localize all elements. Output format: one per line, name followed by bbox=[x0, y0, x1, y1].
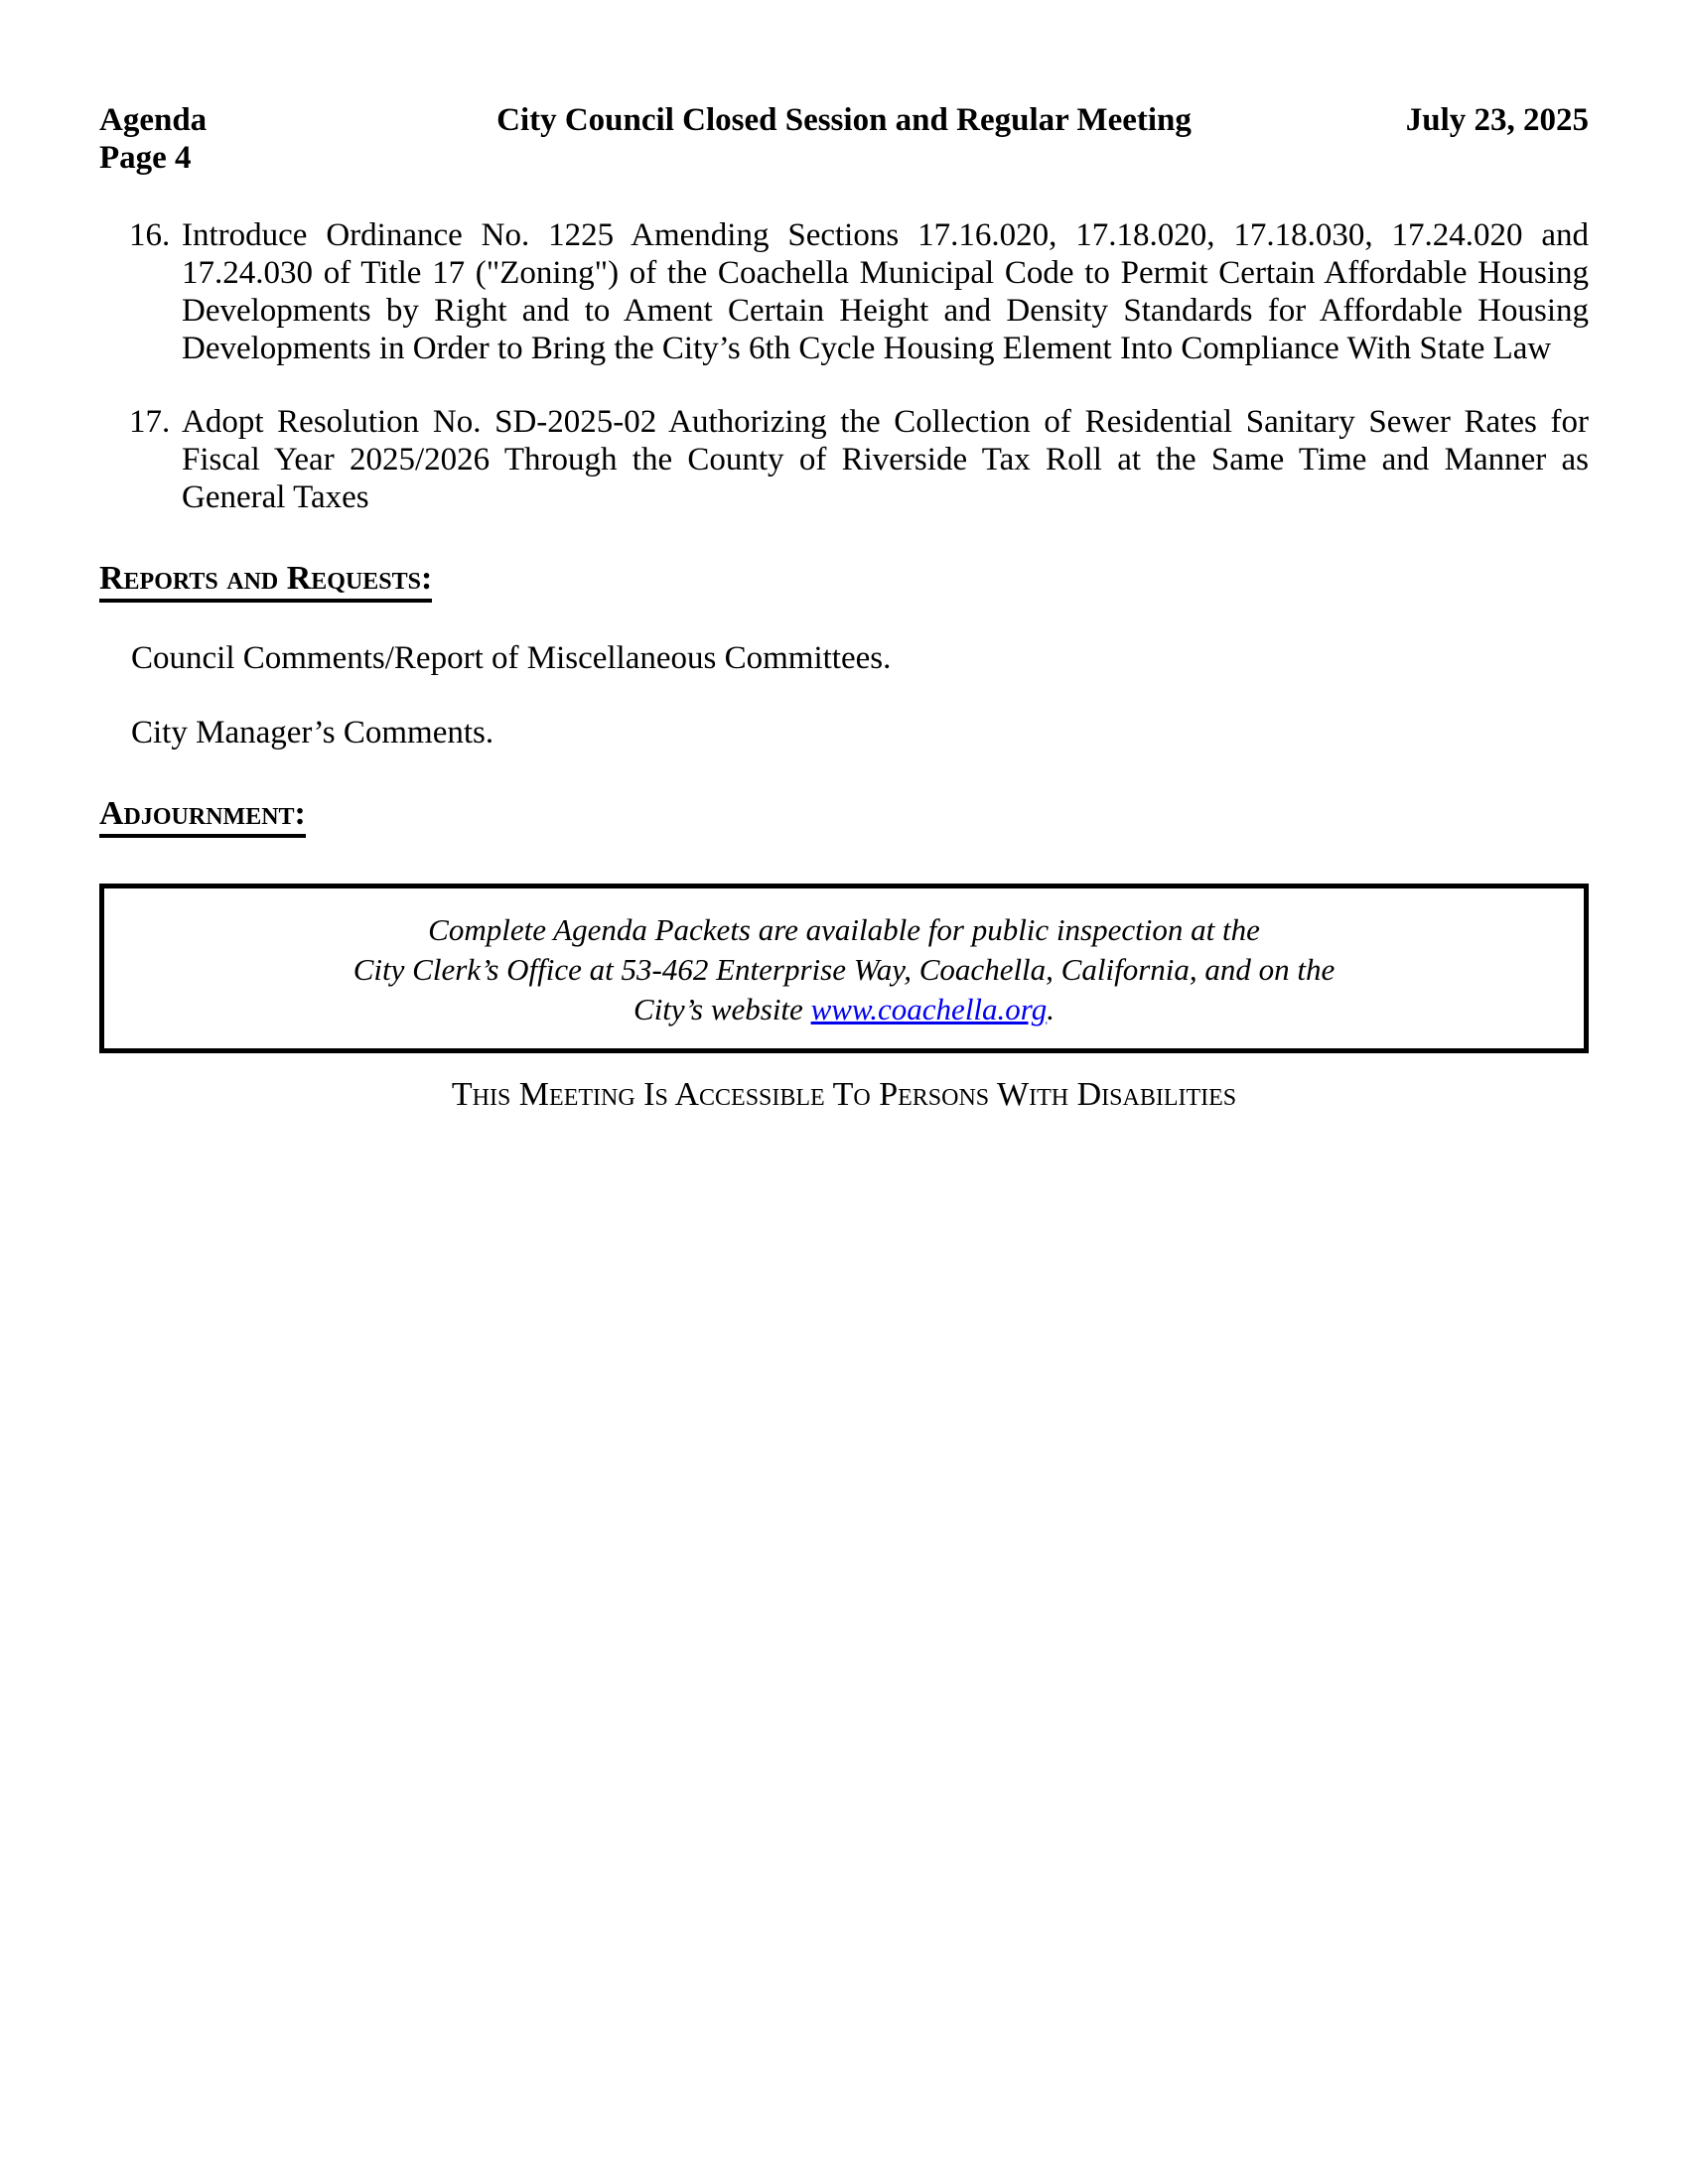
coachella-website-link[interactable]: www.coachella.org bbox=[810, 992, 1048, 1026]
agenda-item-list bbox=[99, 216, 1589, 516]
reports-and-requests-heading: Reports and Requests: bbox=[99, 559, 1589, 603]
paragraph-council-comments: Council Comments/Report of Miscellaneous Committees. bbox=[131, 640, 892, 676]
header-title: City Council Closed Session and Regular Meeting bbox=[496, 102, 1192, 138]
notice-line-3 bbox=[124, 990, 1564, 1029]
page-header bbox=[99, 101, 1589, 177]
paragraph-city-manager-comments: City Manager’s Comments. bbox=[131, 715, 494, 751]
agenda-item-17 bbox=[99, 403, 1589, 516]
agenda-item-number: 16. bbox=[129, 217, 171, 253]
header-left-block bbox=[99, 101, 357, 177]
header-doc-type: Agenda bbox=[99, 102, 208, 138]
agenda-item-number: 17. bbox=[129, 404, 171, 440]
header-date: July 23, 2025 bbox=[1405, 102, 1589, 138]
agenda-item-16 bbox=[99, 216, 1589, 367]
notice-line-1: Complete Agenda Packets are available for public inspection at the bbox=[428, 912, 1260, 947]
notice-line-3-prefix: City’s website bbox=[633, 992, 811, 1026]
notice-line-2: City Clerk’s Office at 53-462 Enterprise Way, Coachella, California, and on the bbox=[352, 952, 1336, 987]
notice-box bbox=[99, 884, 1589, 1053]
header-page-number: Page 4 bbox=[99, 140, 192, 176]
agenda-item-text: Introduce Ordinance No. 1225 Amending Sections 17.16.020, 17.18.020, 17.18.030, 17.24.020 and 17.24.030 of Title 17 ("Zoning") of the Coachella Municipal Code to Permit Certain Affordable Housing Developments by Right and to Ament Certain Height and Density Standards for Affordable Housing Developments in Order to Bring the City’s 6th Cycle Housing Element Into Compliance With State Law bbox=[182, 217, 1589, 366]
adjournment-heading: Adjournment: bbox=[99, 794, 1589, 838]
agenda-item-text: Adopt Resolution No. SD-2025-02 Authorizing the Collection of Residential Sanitary Sewer Rates for Fiscal Year 2025/2026 Through the County of Riverside Tax Roll at the Same Time and Manner as General Taxes bbox=[182, 404, 1589, 515]
notice-line-3-suffix: . bbox=[1047, 992, 1055, 1026]
accessibility-notice: This Meeting Is Accessible To Persons With Disabilities bbox=[451, 1076, 1237, 1113]
